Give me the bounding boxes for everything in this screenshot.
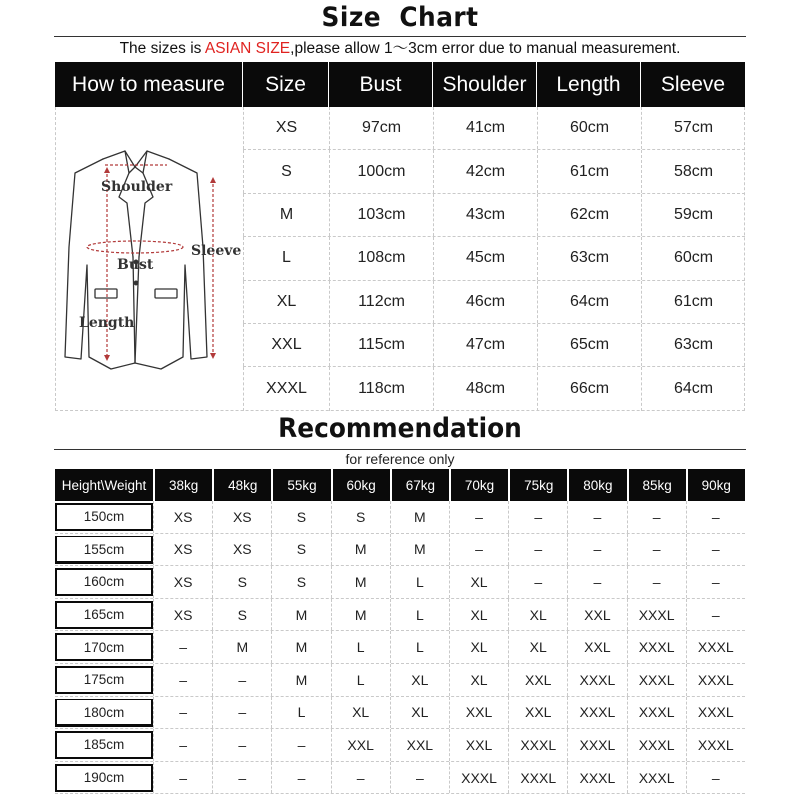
size-cell-shoulder: 47cm — [433, 324, 537, 366]
recommended-size-cell: XXXL — [686, 729, 745, 761]
height-label — [55, 631, 153, 663]
recommended-size-cell: S — [271, 566, 330, 598]
recommended-size-cell: XXL — [449, 729, 508, 761]
size-cell-sleeve: 61cm — [641, 281, 745, 323]
recommended-size-cell: S — [212, 566, 271, 598]
recommendation-body — [55, 501, 745, 794]
height-label — [55, 729, 153, 761]
size-cell-length: 64cm — [537, 281, 641, 323]
header-weight: 55kg — [273, 469, 330, 501]
recommended-size-cell: – — [449, 534, 508, 566]
recommended-size-cell: XS — [153, 501, 212, 533]
notice-suffix: ,please allow 1～3cm error due to manual measurement. — [290, 40, 681, 57]
height-value: 150cm — [57, 505, 151, 529]
header-size: Size — [243, 62, 329, 107]
recommended-size-cell: S — [212, 599, 271, 631]
size-table-header — [55, 62, 745, 107]
recommended-size-cell: XXL — [567, 599, 626, 631]
size-cell-size: XS — [243, 107, 329, 149]
recommended-size-cell: S — [271, 534, 330, 566]
height-label — [55, 534, 153, 566]
recommended-size-cell: XL — [331, 697, 390, 729]
size-cell-bust: 112cm — [329, 281, 433, 323]
label-length: Length — [79, 315, 135, 331]
recommended-size-cell: – — [212, 729, 271, 761]
recommended-size-cell: – — [271, 729, 330, 761]
size-cell-sleeve: 57cm — [641, 107, 745, 149]
recommended-size-cell: XS — [153, 599, 212, 631]
recommended-size-cell: XXXL — [508, 729, 567, 761]
header-weight: 90kg — [688, 469, 745, 501]
header-weight: 38kg — [155, 469, 212, 501]
recommended-size-cell: – — [627, 501, 686, 533]
recommended-size-cell: M — [390, 501, 449, 533]
header-bust: Bust — [329, 62, 433, 107]
recommended-size-cell: XXXL — [686, 697, 745, 729]
height-value: 175cm — [57, 668, 151, 692]
recommended-size-cell: XXL — [508, 697, 567, 729]
size-row — [243, 194, 745, 237]
recommended-size-cell: M — [271, 599, 330, 631]
height-value: 170cm — [57, 635, 151, 659]
height-label — [55, 697, 153, 729]
recommended-size-cell: – — [153, 631, 212, 663]
recommended-size-cell: – — [153, 697, 212, 729]
size-cell-sleeve: 63cm — [641, 324, 745, 366]
size-cell-length: 61cm — [537, 150, 641, 192]
size-cell-shoulder: 48cm — [433, 367, 537, 410]
size-cell-size: S — [243, 150, 329, 192]
recommended-size-cell: XXXL — [686, 631, 745, 663]
height-value: 185cm — [57, 733, 151, 757]
recommended-size-cell: XL — [508, 599, 567, 631]
size-cell-length: 60cm — [537, 107, 641, 149]
recommended-size-cell: XL — [508, 631, 567, 663]
recommended-size-cell: M — [390, 534, 449, 566]
recommended-size-cell: XXL — [449, 697, 508, 729]
header-weight: 85kg — [629, 469, 686, 501]
size-table-body — [243, 107, 745, 411]
size-cell-shoulder: 45cm — [433, 237, 537, 279]
notice-prefix: The sizes is — [119, 40, 205, 57]
recommendation-header — [55, 469, 745, 501]
recommended-size-cell: – — [567, 566, 626, 598]
size-cell-shoulder: 41cm — [433, 107, 537, 149]
recommended-size-cell: XXXL — [567, 664, 626, 696]
recommended-size-cell: XXXL — [449, 762, 508, 794]
size-cell-shoulder: 42cm — [433, 150, 537, 192]
recommended-size-cell: – — [508, 534, 567, 566]
header-weight: 80kg — [569, 469, 626, 501]
recommended-size-cell: L — [331, 664, 390, 696]
size-cell-size: L — [243, 237, 329, 279]
recommended-size-cell: – — [212, 664, 271, 696]
recommended-size-cell: – — [212, 697, 271, 729]
recommendation-divider — [54, 449, 746, 450]
size-cell-bust: 100cm — [329, 150, 433, 192]
recommended-size-cell: – — [508, 566, 567, 598]
recommended-size-cell: XXXL — [627, 729, 686, 761]
recommended-size-cell: S — [271, 501, 330, 533]
recommended-size-cell: L — [390, 566, 449, 598]
recommended-size-cell: XXXL — [627, 631, 686, 663]
height-label — [55, 501, 153, 533]
size-row — [243, 324, 745, 367]
recommended-size-cell: M — [331, 599, 390, 631]
recommended-size-cell: – — [153, 664, 212, 696]
recommended-size-cell: XXXL — [686, 664, 745, 696]
recommended-size-cell: XXXL — [627, 664, 686, 696]
recommended-size-cell: – — [331, 762, 390, 794]
size-cell-size: M — [243, 194, 329, 236]
size-row — [243, 150, 745, 193]
recommended-size-cell: XXXL — [567, 762, 626, 794]
height-value: 180cm — [57, 700, 151, 724]
recommendation-row — [55, 762, 745, 795]
recommended-size-cell: – — [449, 501, 508, 533]
recommended-size-cell: XXXL — [627, 697, 686, 729]
recommended-size-cell: XXL — [390, 729, 449, 761]
size-cell-bust: 103cm — [329, 194, 433, 236]
height-value: 190cm — [57, 766, 151, 790]
recommended-size-cell: XS — [212, 534, 271, 566]
recommended-size-cell: – — [686, 501, 745, 533]
recommended-size-cell: – — [567, 534, 626, 566]
label-shoulder: Shoulder — [101, 179, 173, 195]
height-value: 165cm — [57, 603, 151, 627]
header-shoulder: Shoulder — [433, 62, 537, 107]
recommended-size-cell: XXL — [331, 729, 390, 761]
recommended-size-cell: – — [627, 566, 686, 598]
recommended-size-cell: M — [271, 631, 330, 663]
recommendation-row — [55, 599, 745, 632]
recommended-size-cell: – — [153, 729, 212, 761]
recommendation-row — [55, 729, 745, 762]
size-cell-length: 63cm — [537, 237, 641, 279]
recommended-size-cell: XL — [449, 566, 508, 598]
size-row — [243, 367, 745, 410]
size-cell-sleeve: 60cm — [641, 237, 745, 279]
recommended-size-cell: XL — [449, 664, 508, 696]
recommendation-title: Recommendation — [278, 413, 522, 444]
size-cell-size: XXXL — [243, 367, 329, 410]
recommended-size-cell: L — [390, 599, 449, 631]
size-cell-sleeve: 64cm — [641, 367, 745, 410]
size-row — [243, 237, 745, 280]
recommended-size-cell: – — [686, 566, 745, 598]
header-weight: 75kg — [510, 469, 567, 501]
size-cell-shoulder: 43cm — [433, 194, 537, 236]
size-cell-bust: 108cm — [329, 237, 433, 279]
title-divider — [54, 36, 746, 37]
height-label — [55, 664, 153, 696]
size-row — [243, 281, 745, 324]
header-weight: 67kg — [392, 469, 449, 501]
recommended-size-cell: XL — [449, 631, 508, 663]
height-label — [55, 566, 153, 598]
recommended-size-cell: – — [390, 762, 449, 794]
header-length: Length — [537, 62, 641, 107]
recommended-size-cell: – — [627, 534, 686, 566]
size-cell-length: 62cm — [537, 194, 641, 236]
recommended-size-cell: XXXL — [567, 729, 626, 761]
recommended-size-cell: XL — [449, 599, 508, 631]
size-cell-size: XL — [243, 281, 329, 323]
recommended-size-cell: – — [686, 762, 745, 794]
recommended-size-cell: XXXL — [627, 762, 686, 794]
recommended-size-cell: L — [331, 631, 390, 663]
recommended-size-cell: XXXL — [627, 599, 686, 631]
recommended-size-cell: XXL — [508, 664, 567, 696]
recommendation-row — [55, 534, 745, 567]
header-weight: 70kg — [451, 469, 508, 501]
recommended-size-cell: XS — [153, 566, 212, 598]
size-cell-bust: 97cm — [329, 107, 433, 149]
recommended-size-cell: M — [212, 631, 271, 663]
recommended-size-cell: – — [153, 762, 212, 794]
label-bust: Bust — [117, 257, 154, 273]
recommended-size-cell: L — [271, 697, 330, 729]
recommendation-row — [55, 631, 745, 664]
recommended-size-cell: XXXL — [508, 762, 567, 794]
size-cell-bust: 118cm — [329, 367, 433, 410]
recommendation-row — [55, 697, 745, 730]
header-height-weight: Height\Weight — [55, 469, 153, 501]
header-sleeve: Sleeve — [660, 72, 726, 96]
notice-highlight: ASIAN SIZE — [204, 40, 291, 57]
size-cell-sleeve: 59cm — [641, 194, 745, 236]
height-value: 160cm — [57, 570, 151, 594]
recommended-size-cell: – — [271, 762, 330, 794]
height-value: 155cm — [57, 537, 151, 561]
size-cell-length: 66cm — [537, 367, 641, 410]
recommended-size-cell: XXXL — [567, 697, 626, 729]
header-weight: 48kg — [214, 469, 271, 501]
recommendation-subtitle: for reference only — [345, 451, 455, 467]
recommended-size-cell: S — [331, 501, 390, 533]
header-weight: 60kg — [333, 469, 390, 501]
recommended-size-cell: L — [390, 631, 449, 663]
recommended-size-cell: XL — [390, 697, 449, 729]
measurement-diagram — [55, 107, 243, 411]
recommended-size-cell: – — [212, 762, 271, 794]
recommended-size-cell: – — [686, 534, 745, 566]
height-label — [55, 599, 153, 631]
size-row — [243, 107, 745, 150]
label-sleeve: Sleeve — [191, 243, 242, 259]
recommended-size-cell: M — [331, 534, 390, 566]
recommended-size-cell: – — [508, 501, 567, 533]
recommended-size-cell: XS — [153, 534, 212, 566]
recommendation-row — [55, 501, 745, 534]
size-cell-sleeve: 58cm — [641, 150, 745, 192]
header-how-to-measure: How to measure — [55, 62, 243, 107]
recommended-size-cell: M — [331, 566, 390, 598]
recommended-size-cell: XS — [212, 501, 271, 533]
size-cell-size: XXL — [243, 324, 329, 366]
recommended-size-cell: – — [686, 599, 745, 631]
recommended-size-cell: XL — [390, 664, 449, 696]
recommended-size-cell: – — [567, 501, 626, 533]
size-cell-length: 65cm — [537, 324, 641, 366]
recommended-size-cell: XXL — [567, 631, 626, 663]
size-notice — [0, 39, 800, 59]
height-label — [55, 762, 153, 794]
recommendation-row — [55, 664, 745, 697]
recommended-size-cell: M — [271, 664, 330, 696]
size-chart-title: Size Chart — [321, 2, 479, 33]
size-cell-shoulder: 46cm — [433, 281, 537, 323]
recommendation-row — [55, 566, 745, 599]
size-cell-bust: 115cm — [329, 324, 433, 366]
